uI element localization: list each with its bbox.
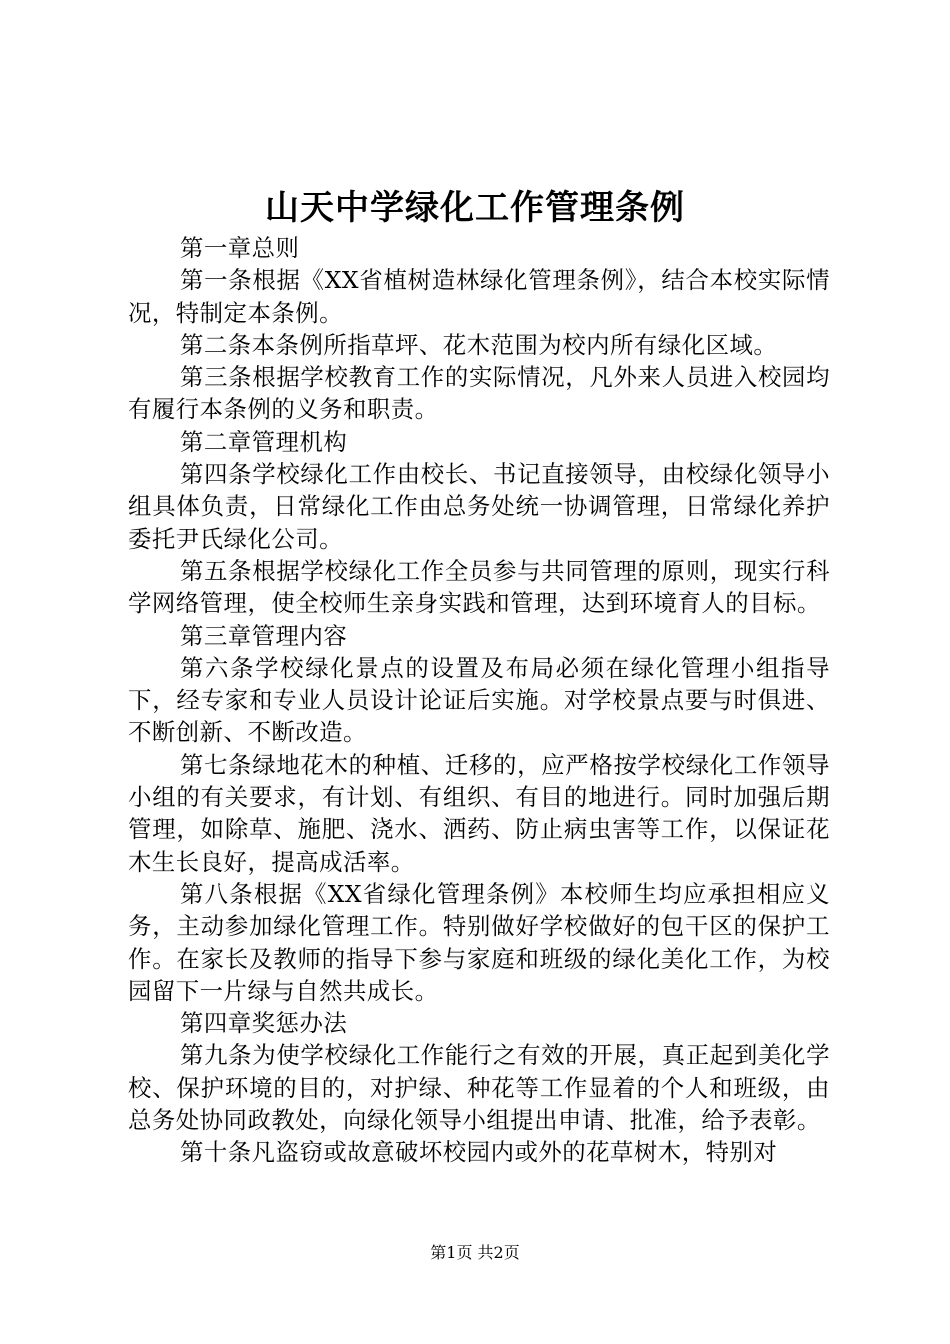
article-paragraph: 第九条为使学校绿化工作能行之有效的开展，真正起到美化学校、保护环境的目的，对护绿、种花等工作显着的个人和班级，由总务处协同政教处，向绿化领导小组提出申请、批准，给予表彰。 [128,1041,830,1135]
article-paragraph: 第五条根据学校绿化工作全员参与共同管理的原则，现实行科学网络管理，使全校师生亲身实践和管理，达到环境育人的目标。 [128,556,830,618]
page-number-footer: 第1页 共2页 [430,1243,520,1262]
article-paragraph: 第八条根据《XX省绿化管理条例》本校师生均应承担相应义务，主动参加绿化管理工作。特别做好学校做好的包干区的保护工作。在家长及教师的指导下参与家庭和班级的绿化美化工作，为校园留下一片绿与自然共成长。 [128,879,830,1005]
chapter-heading: 第四章奖惩办法 [180,1009,348,1038]
chapter-heading: 第二章管理机构 [180,427,348,456]
chapter-heading: 第三章管理内容 [180,621,348,650]
document-title: 山天中学绿化工作管理条例 [265,188,685,228]
article-paragraph: 第三条根据学校教育工作的实际情况，凡外来人员进入校园均有履行本条例的义务和职责。 [128,363,830,424]
article-paragraph: 第二条本条例所指草坪、花木范围为校内所有绿化区域。 [180,330,778,359]
article-paragraph: 第四条学校绿化工作由校长、书记直接领导，由校绿化领导小组具体负责，日常绿化工作由总务处统一协调管理，日常绿化养护委托尹氏绿化公司。 [128,460,830,553]
chapter-heading: 第一章总则 [180,234,300,262]
document-body [128,232,830,1169]
article-paragraph: 第六条学校绿化景点的设置及布局必须在绿化管理小组指导下，经专家和专业人员设计论证后实施。对学校景点要与时俱进、不断创新、不断改造。 [128,653,830,747]
article-paragraph: 第七条绿地花木的种植、迁移的，应严格按学校绿化工作领导小组的有关要求，有计划、有组织、有目的地进行。同时加强后期管理，如除草、施肥、浇水、洒药、防止病虫害等工作，以保证花木生长良好，提高成活率。 [128,750,830,876]
article-paragraph: 第十条凡盗窃或故意破坏校园内或外的花草树木，特别对 [180,1138,778,1167]
article-paragraph: 第一条根据《XX省植树造林绿化管理条例》，结合本校实际情况，特制定本条例。 [128,266,830,327]
